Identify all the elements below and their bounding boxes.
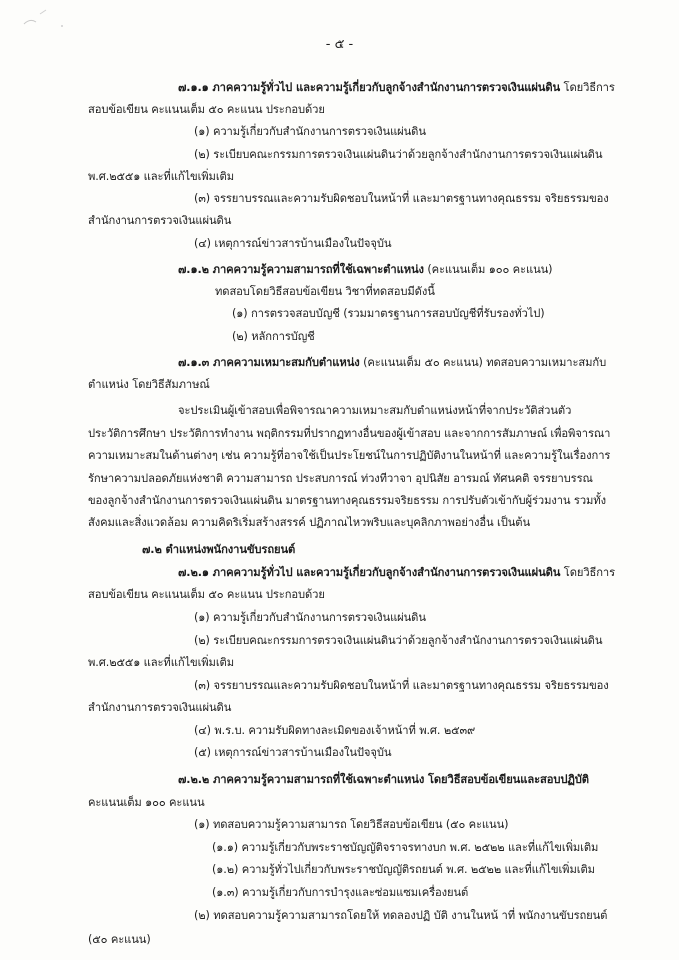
list-item: (๒) หลักการบัญชี [232, 330, 315, 343]
paragraph-line: ประวัติการศึกษา ประวัติการทำงาน พฤติกรรมที่ปรากฏทางอื่นของผู้เข้าสอบ และจากการสัมภาษณ์ เพื่อพิจารณา [88, 427, 611, 440]
text-line: สำนักงานการตรวจเงินแผ่นดิน [88, 214, 232, 227]
sub-list-item: (๑.๓) ความรู้เกี่ยวกับการบำรุงและซ่อมแซมเครื่องยนต์ [212, 886, 469, 899]
list-item: (๔) เหตุการณ์ข่าวสารบ้านเมืองในปัจจุบัน [194, 237, 392, 250]
heading-7-2-1: ๗.๒.๑ ภาคความรู้ทั่วไป และความรู้เกี่ยวกับลูกจ้างสำนักงานการตรวจเงินแผ่นดิน โดยวิธีการ [178, 566, 616, 579]
heading-7-1-1: ๗.๑.๑ ภาคความรู้ทั่วไป และความรู้เกี่ยวกับลูกจ้างสำนักงานการตรวจเงินแผ่นดิน โดยวิธีการ [178, 81, 615, 94]
text-line: สอบข้อเขียน คะแนนเต็ม ๕๐ คะแนน ประกอบด้วย [88, 103, 325, 116]
scan-specks-decoration [22, 4, 82, 34]
list-item: (๒) ระเบียบคณะกรรมการตรวจเงินแผ่นดินว่าด้วยลูกจ้างสำนักงานการตรวจเงินแผ่นดิน [194, 634, 603, 647]
list-item: (๓) จรรยาบรรณและความรับผิดชอบในหน้าที่ และมาตรฐานทางคุณธรรม จริยธรรมของ [194, 679, 609, 692]
list-item: (๑) ความรู้เกี่ยวกับสำนักงานการตรวจเงินแผ่นดิน [194, 611, 426, 624]
list-item: (๓) จรรยาบรรณและความรับผิดชอบในหน้าที่ และมาตรฐานทางคุณธรรม จริยธรรมของ [194, 192, 609, 205]
text-line: พ.ศ.๒๕๕๑ และที่แก้ไขเพิ่มเติม [88, 656, 235, 669]
list-item: (๕) เหตุการณ์ข่าวสารบ้านเมืองในปัจจุบัน [194, 746, 392, 759]
sub-list-item: (๑.๒) ความรู้ทั่วไปเกี่ยวกับพระราชบัญญัติรถยนต์ พ.ศ. ๒๕๒๒ และที่แก้ไขเพิ่มเติม [212, 863, 595, 876]
list-item: (๒) ทดสอบความรู้ความสามารถโดยให้ ทดลองปฏิ บัติ งานในหน้ าที่ พนักงานขับรถยนต์ [194, 909, 608, 922]
heading-7-2: ๗.๒ ตำแหน่งพนักงานขับรถยนต์ [142, 543, 296, 556]
list-item: (๑) ความรู้เกี่ยวกับสำนักงานการตรวจเงินแผ่นดิน [194, 125, 426, 138]
list-item: (๑) การตรวจสอบบัญชี (รวมมาตรฐานการสอบบัญชีที่รับรองทั่วไป) [232, 307, 545, 320]
paragraph-line: จะประเมินผู้เข้าสอบเพื่อพิจารณาความเหมาะสมกับตำแหน่งหน้าที่จากประวัติส่วนตัว [178, 404, 572, 417]
heading-7-1-3: ๗.๑.๓ ภาคความเหมาะสมกับตำแหน่ง (คะแนนเต็ม ๕๐ คะแนน) ทดสอบความเหมาะสมกับ [178, 356, 607, 369]
text-line: ทดสอบโดยวิธีสอบข้อเขียน วิชาที่ทดสอบมีดังนี้ [215, 285, 435, 298]
list-item: (๔) พ.ร.บ. ความรับผิดทางละเมิดของเจ้าหน้าที่ พ.ศ. ๒๕๓๙ [194, 724, 476, 737]
paragraph-line: รักษาความปลอดภัยแห่งชาติ ความสามารถ ประสบการณ์ ท่วงทีวาจา อุปนิสัย อารมณ์ ทัศนคติ จรรยาบรรณ [88, 472, 593, 485]
text-line: พ.ศ.๒๕๕๑ และที่แก้ไขเพิ่มเติม [88, 170, 235, 183]
text-line: ตำแหน่ง โดยวิธีสัมภาษณ์ [88, 378, 210, 391]
list-item: (๒) ระเบียบคณะกรรมการตรวจเงินแผ่นดินว่าด้วยลูกจ้างสำนักงานการตรวจเงินแผ่นดิน [194, 148, 603, 161]
list-item: (๑) ทดสอบความรู้ความสามารถ โดยวิธีสอบข้อเขียน (๕๐ คะแนน) [194, 818, 509, 831]
paragraph-line: ของลูกจ้างสำนักงานการตรวจเงินแผ่นดิน มาตรฐานทางคุณธรรมจริยธรรม การปรับตัวเข้ากับผู้ร่วมงาน รวมทั้ง [88, 494, 606, 507]
text-line: สำนักงานการตรวจเงินแผ่นดิน [88, 701, 232, 714]
heading-7-1-2: ๗.๑.๒ ภาคความรู้ความสามารถที่ใช้เฉพาะตำแหน่ง (คะแนนเต็ม ๑๐๐ คะแนน) [178, 263, 553, 276]
heading-7-2-2: ๗.๒.๒ ภาคความรู้ความสามารถที่ใช้เฉพาะตำแหน่ง โดยวิธีสอบข้อเขียนและสอบปฏิบัติ [178, 773, 589, 786]
paragraph-line: สังคมและสิ่งแวดล้อม ความคิดริเริ่มสร้างสรรค์ ปฏิภาณไหวพริบและบุคลิกภาพอย่างอื่น เป็นต้น [88, 516, 531, 529]
text-line: (๕๐ คะแนน) [88, 933, 151, 946]
paragraph-line: ความเหมาะสมในด้านต่างๆ เช่น ความรู้ที่อาจใช้เป็นประโยชน์ในการปฏิบัติงานในหน้าที่ และความรู้ในเรื่องการ [88, 449, 611, 462]
sub-list-item: (๑.๑) ความรู้เกี่ยวกับพระราชบัญญัติจราจรทางบก พ.ศ. ๒๕๒๒ และที่แก้ไขเพิ่มเติม [212, 841, 599, 854]
page-number: - ๕ - [325, 37, 354, 52]
text-line: สอบข้อเขียน คะแนนเต็ม ๕๐ คะแนน ประกอบด้วย [88, 588, 325, 601]
text-line: คะแนนเต็ม ๑๐๐ คะแนน [88, 796, 205, 809]
